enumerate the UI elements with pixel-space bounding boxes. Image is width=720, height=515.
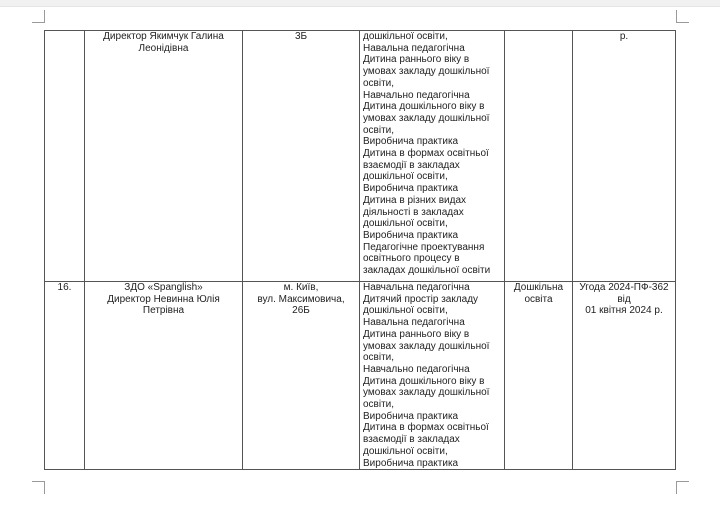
address-cell <box>243 282 360 470</box>
row-number-cell <box>45 31 85 282</box>
page-corner-mark-top-left <box>32 10 45 23</box>
cell-line: Виробнича практика <box>363 183 459 195</box>
cell-line: Навальна педагогічна <box>363 42 465 54</box>
table-row <box>45 282 676 470</box>
cell-line: освіти, <box>363 399 395 411</box>
practice-types-cell <box>360 31 505 282</box>
cell-line: Дитина в формах освітньої <box>363 422 489 434</box>
cell-line: освіти, <box>363 77 395 89</box>
cell-line: Навчально педагогічна <box>363 89 470 101</box>
cell-line: Директор Невинна Юлія <box>107 293 220 305</box>
organization-cell <box>85 282 243 470</box>
cell-line: Навчальна педагогічна <box>363 282 470 293</box>
cell-line: умовах закладу дошкільної <box>363 340 490 352</box>
cell-line: закладах дошкільної освіти <box>363 265 491 277</box>
cell-line: Петрівна <box>142 305 185 317</box>
cell-line: Дошкільна <box>513 282 564 293</box>
cell-line: діяльності в закладах <box>363 206 464 218</box>
cell-line: умовах закладу дошкільної <box>363 387 490 399</box>
cell-line: Угода 2024-ПФ-362 <box>579 282 669 293</box>
organization-cell <box>85 31 243 282</box>
table-row <box>45 31 676 282</box>
cell-line: Директор Якимчук Галина <box>103 31 224 42</box>
cell-line: Виробнича практика <box>363 410 459 422</box>
cell-line: р. <box>619 31 629 42</box>
cell-line: освіти, <box>363 124 395 136</box>
cell-line: м. Київ, <box>283 282 319 293</box>
cell-line: Виробнича практика <box>363 457 459 469</box>
agreement-cell <box>573 31 676 282</box>
cell-line: вул. Максимовича, <box>257 293 345 305</box>
cell-line: Дитина дошкільного віку в <box>363 375 485 387</box>
cell-line: дошкільної освіти, <box>363 445 448 457</box>
cell-line: Навчально педагогічна <box>363 363 470 375</box>
cell-line: Виробнича практика <box>363 229 459 241</box>
cell-line: Дитина раннього віку в <box>363 54 470 66</box>
cell-line: Леонідівна <box>138 42 189 54</box>
cell-line: дошкільної освіти, <box>363 31 448 42</box>
cell-line: дошкільної освіти, <box>363 305 448 317</box>
cell-line: дошкільної освіти, <box>363 218 448 230</box>
cell-line: 3Б <box>294 31 308 42</box>
cell-line: Дитина раннього віку в <box>363 328 470 340</box>
cell-line: освітнього процесу в <box>363 253 460 265</box>
cell-line: освіта <box>524 293 553 305</box>
cell-line: ЗДО «Spanglish» <box>124 282 203 293</box>
specialty-cell <box>505 31 573 282</box>
cell-line: Дитячий простір закладу <box>363 293 479 305</box>
practice-bases-table <box>44 30 676 470</box>
agreement-cell <box>573 282 676 470</box>
cell-line: дошкільної освіти, <box>363 171 448 183</box>
page-corner-mark-bottom-right <box>676 481 689 494</box>
cell-line: взаємодії в закладах <box>363 434 460 446</box>
row-number-cell <box>45 282 85 470</box>
cell-line: 26Б <box>292 305 310 317</box>
cell-line: 16. <box>57 282 72 293</box>
cell-line: Педагогічне проектування <box>363 241 485 253</box>
practice-types-cell <box>360 282 505 470</box>
cell-line: умовах закладу дошкільної <box>363 112 490 124</box>
viewer-top-bar <box>0 0 720 7</box>
cell-line: Дитина дошкільного віку в <box>363 101 485 113</box>
address-cell <box>243 31 360 282</box>
cell-line: Виробнича практика <box>363 136 459 148</box>
cell-line: від <box>617 293 631 305</box>
cell-line: 01 квітня 2024 р. <box>585 305 663 317</box>
cell-line: Дитина в різних видах <box>363 194 467 206</box>
page-corner-mark-bottom-left <box>32 481 45 494</box>
page-corner-mark-top-right <box>676 10 689 23</box>
specialty-cell <box>505 282 573 470</box>
cell-line: Дитина в формах освітньої <box>363 148 489 160</box>
cell-line: Навальна педагогічна <box>363 317 465 329</box>
cell-line: взаємодії в закладах <box>363 159 460 171</box>
cell-line: умовах закладу дошкільної <box>363 66 490 78</box>
cell-line: освіти, <box>363 352 395 364</box>
